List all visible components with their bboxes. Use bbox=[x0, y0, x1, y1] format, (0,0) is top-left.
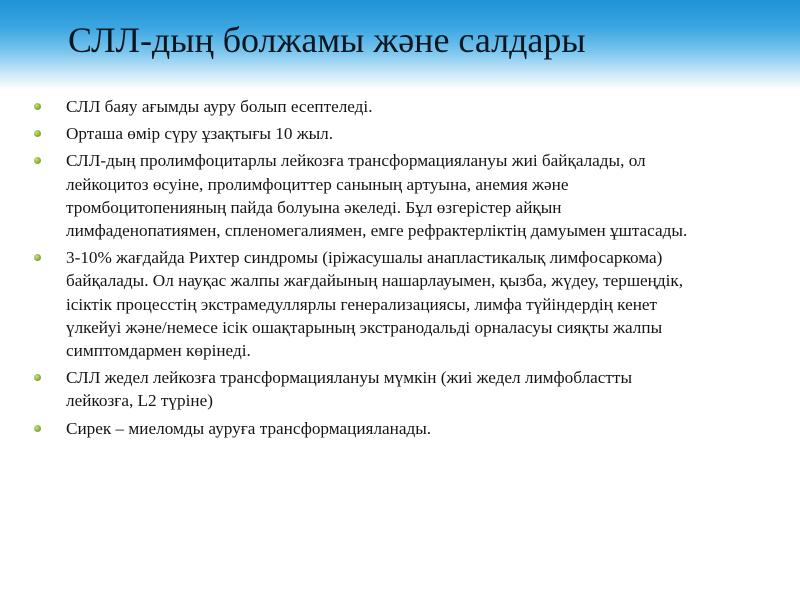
bullet-item bbox=[34, 95, 694, 118]
bullet-dot-icon bbox=[34, 374, 41, 381]
bullet-text: СЛЛ жедел лейкозға трансформациялануы мүмкін (жиі жедел лимфобластты лейкозға, L2 түріне) bbox=[66, 368, 632, 411]
bullet-item bbox=[34, 122, 694, 145]
bullet-item bbox=[34, 246, 694, 362]
bullet-text: СЛЛ баяу ағымды ауру болып есептеледі. bbox=[66, 97, 373, 116]
bullet-dot-icon bbox=[34, 130, 41, 137]
bullet-dot-icon bbox=[34, 254, 41, 261]
bullet-dot-icon bbox=[34, 157, 41, 164]
bullet-text: 3-10% жағдайда Рихтер синдромы (іріжасушалы анапластикалық лимфосаркома) байқалады. Ол науқас жалпы жағдайының нашарлауымен, қызба, жүдеу, тершеңдік, ісіктік процесстің экстрамедуллярлы генерализациясы, лимфа түйіндердің кенет үлкейуі және/немесе ісік ошақтарының экстранодальді орналасуы сияқты жалпы симптомдармен көрінеді. bbox=[66, 248, 684, 361]
bullet-dot-icon bbox=[34, 425, 41, 432]
slide-title: СЛЛ-дың болжамы және салдары bbox=[68, 20, 586, 60]
bullet-text: Сирек – миеломды ауруға трансформацияланады. bbox=[66, 418, 432, 438]
bullet-text: Орташа өмір сүру ұзақтығы 10 жыл. bbox=[66, 124, 334, 144]
bullet-list bbox=[34, 95, 694, 444]
bullet-text: СЛЛ-дың пролимфоцитарлы лейкозға трансформациялануы жиі байқалады, ол лейкоцитоз өсуіне, пролимфоциттер санының артуына, анемия және тромбоцитопенияның пайда болуына әкеледі. Бұл өзгерістер айқын лимфаденопатиямен, спленомегалиямен, емге рефрактерліктің дамуымен ұштасады. bbox=[66, 151, 688, 241]
bullet-item bbox=[34, 366, 694, 412]
bullet-item bbox=[34, 417, 694, 440]
bullet-item bbox=[34, 149, 694, 242]
bullet-dot-icon bbox=[34, 103, 41, 110]
